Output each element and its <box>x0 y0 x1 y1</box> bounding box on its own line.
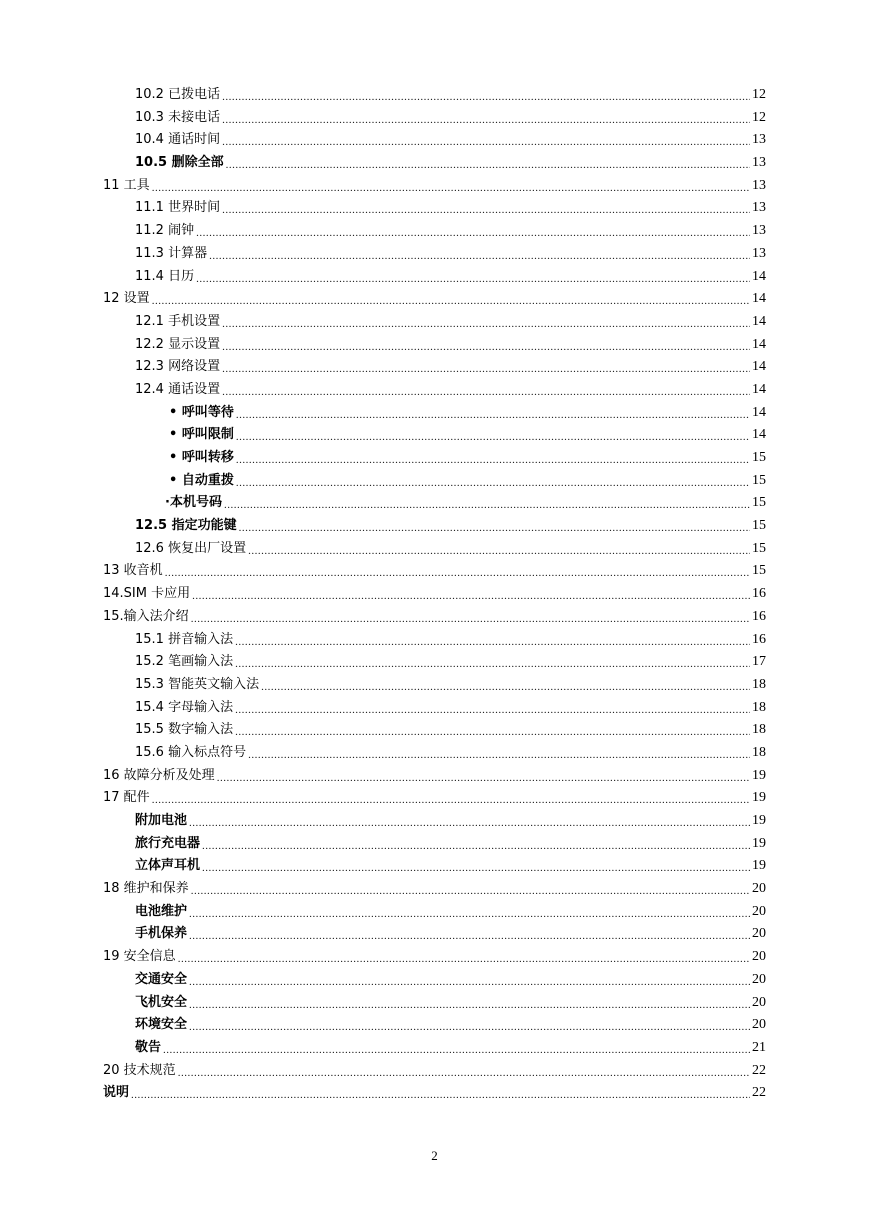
dot-leader <box>239 515 750 538</box>
dot-leader <box>235 651 750 674</box>
toc-entry[interactable] <box>103 447 766 470</box>
toc-entry-label: 15.1 拼音输入法 <box>135 631 234 647</box>
toc-entry-page: 20 <box>752 926 766 942</box>
toc-entry-page: 17 <box>752 654 766 670</box>
dot-leader <box>189 992 750 1015</box>
toc-entry[interactable] <box>103 719 766 742</box>
toc-entry-page: 14 <box>752 291 766 307</box>
toc-entry-label: 12.3 网络设置 <box>135 359 221 375</box>
dot-leader <box>209 243 750 266</box>
toc-entry-page: 15 <box>752 472 766 488</box>
toc-entry-page: 18 <box>752 722 766 738</box>
toc-entry-page: 16 <box>752 631 766 647</box>
toc-entry-page: 20 <box>752 903 766 919</box>
dot-leader <box>222 379 750 402</box>
toc-entry-label: 15.6 输入标点符号 <box>135 744 247 760</box>
toc-entry[interactable] <box>103 1037 766 1060</box>
toc-entry[interactable] <box>103 220 766 243</box>
toc-entry[interactable] <box>103 379 766 402</box>
dot-leader <box>248 742 750 765</box>
dot-leader <box>235 697 750 720</box>
toc-entry[interactable] <box>103 1060 766 1083</box>
table-of-contents <box>103 84 766 1105</box>
toc-entry[interactable] <box>103 742 766 765</box>
toc-entry-label: 立体声耳机 <box>135 858 201 874</box>
toc-entry-page: 20 <box>752 994 766 1010</box>
dot-leader <box>202 833 750 856</box>
dot-leader <box>131 1082 750 1105</box>
toc-entry[interactable] <box>103 1014 766 1037</box>
dot-leader <box>202 855 750 878</box>
toc-entry-label: • 呼叫限制 <box>169 427 234 443</box>
toc-entry[interactable] <box>103 606 766 629</box>
dot-leader <box>235 629 750 652</box>
dot-leader <box>152 288 750 311</box>
toc-entry[interactable] <box>103 674 766 697</box>
toc-entry[interactable] <box>103 810 766 833</box>
toc-entry-label: 14.SIM 卡应用 <box>103 586 191 602</box>
dot-leader <box>236 424 750 447</box>
toc-entry-page: 13 <box>752 223 766 239</box>
dot-leader <box>163 1037 750 1060</box>
toc-entry-label: ·本机号码 <box>165 495 222 511</box>
toc-entry[interactable] <box>103 901 766 924</box>
toc-entry[interactable] <box>103 107 766 130</box>
toc-entry-label: 12.2 显示设置 <box>135 336 221 352</box>
dot-leader <box>222 129 750 152</box>
toc-entry[interactable] <box>103 402 766 425</box>
toc-entry-label: • 呼叫转移 <box>169 450 234 465</box>
toc-entry-label: 15.4 字母输入法 <box>135 699 234 715</box>
toc-entry[interactable] <box>103 243 766 266</box>
dot-leader <box>191 878 750 901</box>
dot-leader <box>189 923 750 946</box>
toc-entry-page: 13 <box>752 177 766 193</box>
toc-entry[interactable] <box>103 311 766 334</box>
toc-entry-label: 11.2 闹钟 <box>135 223 195 239</box>
toc-entry-label: 11.4 日历 <box>135 268 195 284</box>
toc-entry-label: 19 安全信息 <box>103 949 176 965</box>
toc-entry-label: 10.5 删除全部 <box>135 155 224 171</box>
toc-entry-page: 15 <box>752 563 766 579</box>
dot-leader <box>236 402 750 425</box>
dot-leader <box>189 901 750 924</box>
dot-leader <box>222 334 750 357</box>
dot-leader <box>191 606 750 629</box>
toc-entry[interactable] <box>103 833 766 856</box>
toc-entry[interactable] <box>103 197 766 220</box>
toc-entry-label: 15.输入法介绍 <box>103 608 189 624</box>
toc-entry-page: 14 <box>752 268 766 284</box>
dot-leader <box>222 197 750 220</box>
toc-entry-page: 12 <box>752 87 766 102</box>
toc-entry-label: • 自动重拨 <box>169 472 234 488</box>
toc-entry-page: 20 <box>752 1017 766 1033</box>
toc-entry[interactable] <box>103 288 766 311</box>
toc-entry-page: 14 <box>752 427 766 443</box>
dot-leader <box>165 560 750 583</box>
toc-entry[interactable] <box>103 629 766 652</box>
toc-entry-page: 15 <box>752 495 766 511</box>
toc-entry[interactable] <box>103 969 766 992</box>
dot-leader <box>152 175 750 198</box>
toc-entry-label: 15.5 数字输入法 <box>135 722 234 738</box>
toc-entry-page: 14 <box>752 313 766 329</box>
toc-entry-page: 22 <box>752 1085 766 1101</box>
toc-entry-label: 10.2 已拨电话 <box>135 87 221 102</box>
toc-entry-page: 14 <box>752 404 766 420</box>
toc-entry-label: 旅行充电器 <box>135 835 201 851</box>
toc-entry-page: 19 <box>752 790 766 806</box>
toc-entry-label: 电池维护 <box>135 903 188 919</box>
toc-entry[interactable] <box>103 878 766 901</box>
dot-leader <box>235 719 750 742</box>
toc-entry-page: 19 <box>752 858 766 874</box>
toc-entry-page: 14 <box>752 381 766 397</box>
toc-entry[interactable] <box>103 175 766 198</box>
toc-entry[interactable] <box>103 515 766 538</box>
toc-entry-page: 13 <box>752 155 766 171</box>
dot-leader <box>196 220 750 243</box>
toc-entry-label: 11.3 计算器 <box>135 245 208 261</box>
toc-entry-page: 13 <box>752 132 766 148</box>
toc-entry-page: 18 <box>752 676 766 692</box>
toc-entry[interactable] <box>103 923 766 946</box>
dot-leader <box>222 311 750 334</box>
toc-entry-label: 18 维护和保养 <box>103 881 189 897</box>
toc-entry-page: 19 <box>752 813 766 828</box>
toc-entry-page: 13 <box>752 245 766 261</box>
dot-leader <box>226 152 750 175</box>
toc-entry-label: 11.1 世界时间 <box>135 200 221 216</box>
toc-entry-page: 12 <box>752 109 766 125</box>
toc-entry-label: 12.5 指定功能键 <box>135 518 237 534</box>
toc-entry-label: 附加电池 <box>135 813 188 828</box>
toc-entry-label: 说明 <box>103 1085 130 1101</box>
dot-leader <box>261 674 750 697</box>
toc-entry-label: 10.4 通话时间 <box>135 132 221 148</box>
toc-entry-page: 14 <box>752 336 766 352</box>
toc-entry-label: 16 故障分析及处理 <box>103 767 215 783</box>
toc-entry[interactable] <box>103 992 766 1015</box>
toc-entry[interactable] <box>103 266 766 289</box>
toc-entry[interactable] <box>103 583 766 606</box>
toc-entry-label: 12.1 手机设置 <box>135 313 221 329</box>
toc-entry-label: • 呼叫等待 <box>169 404 234 420</box>
toc-entry-page: 20 <box>752 881 766 897</box>
toc-entry[interactable] <box>103 538 766 561</box>
toc-entry[interactable] <box>103 470 766 493</box>
toc-entry-label: 手机保养 <box>135 926 188 942</box>
toc-entry[interactable] <box>103 152 766 175</box>
dot-leader <box>189 810 750 833</box>
toc-entry[interactable] <box>103 356 766 379</box>
dot-leader <box>178 946 750 969</box>
dot-leader <box>222 84 750 107</box>
dot-leader <box>178 1060 750 1083</box>
dot-leader <box>189 1014 750 1037</box>
dot-leader <box>236 447 750 470</box>
toc-entry-page: 19 <box>752 767 766 783</box>
toc-entry[interactable] <box>103 1082 766 1105</box>
dot-leader <box>217 765 750 788</box>
toc-entry[interactable] <box>103 855 766 878</box>
toc-entry-label: 10.3 未接电话 <box>135 109 221 125</box>
toc-entry-page: 22 <box>752 1062 766 1078</box>
toc-entry-page: 19 <box>752 835 766 851</box>
toc-entry[interactable] <box>103 84 766 107</box>
toc-entry[interactable] <box>103 765 766 788</box>
dot-leader <box>236 470 750 493</box>
toc-entry[interactable] <box>103 560 766 583</box>
toc-entry[interactable] <box>103 787 766 810</box>
toc-entry-page: 15 <box>752 518 766 534</box>
toc-entry-page: 21 <box>752 1039 766 1055</box>
dot-leader <box>152 787 750 810</box>
toc-entry-page: 15 <box>752 540 766 556</box>
dot-leader <box>222 356 750 379</box>
toc-entry-label: 15.2 笔画输入法 <box>135 654 234 670</box>
toc-entry-page: 18 <box>752 699 766 715</box>
dot-leader <box>189 969 750 992</box>
toc-entry-page: 20 <box>752 949 766 965</box>
toc-entry-page: 13 <box>752 200 766 216</box>
toc-entry-label: 12.6 恢复出厂设置 <box>135 540 247 556</box>
dot-leader <box>224 492 750 515</box>
toc-entry-page: 14 <box>752 359 766 375</box>
toc-entry-page: 15 <box>752 450 766 465</box>
toc-entry-page: 16 <box>752 608 766 624</box>
toc-entry-label: 11 工具 <box>103 177 150 193</box>
toc-entry-label: 敬告 <box>135 1039 162 1055</box>
toc-entry[interactable] <box>103 651 766 674</box>
dot-leader <box>222 107 750 130</box>
toc-entry-page: 18 <box>752 744 766 760</box>
toc-entry-page: 16 <box>752 586 766 602</box>
toc-entry-label: 20 技术规范 <box>103 1062 176 1078</box>
toc-entry[interactable] <box>103 424 766 447</box>
toc-entry[interactable] <box>103 697 766 720</box>
toc-entry[interactable] <box>103 492 766 515</box>
toc-entry-label: 15.3 智能英文输入法 <box>135 676 260 692</box>
dot-leader <box>196 266 750 289</box>
toc-entry-label: 12 设置 <box>103 291 150 307</box>
toc-entry[interactable] <box>103 946 766 969</box>
toc-entry-label: 飞机安全 <box>135 994 188 1010</box>
page-number: 2 <box>431 1148 438 1163</box>
toc-entry-label: 17 配件 <box>103 790 150 806</box>
toc-entry-label: 12.4 通话设置 <box>135 381 221 397</box>
toc-entry-label: 交通安全 <box>135 971 188 987</box>
toc-entry[interactable] <box>103 129 766 152</box>
dot-leader <box>192 583 750 606</box>
toc-entry-label: 13 收音机 <box>103 563 163 579</box>
toc-entry[interactable] <box>103 334 766 357</box>
toc-entry-label: 环境安全 <box>135 1017 188 1033</box>
dot-leader <box>248 538 750 561</box>
toc-entry-page: 20 <box>752 971 766 987</box>
